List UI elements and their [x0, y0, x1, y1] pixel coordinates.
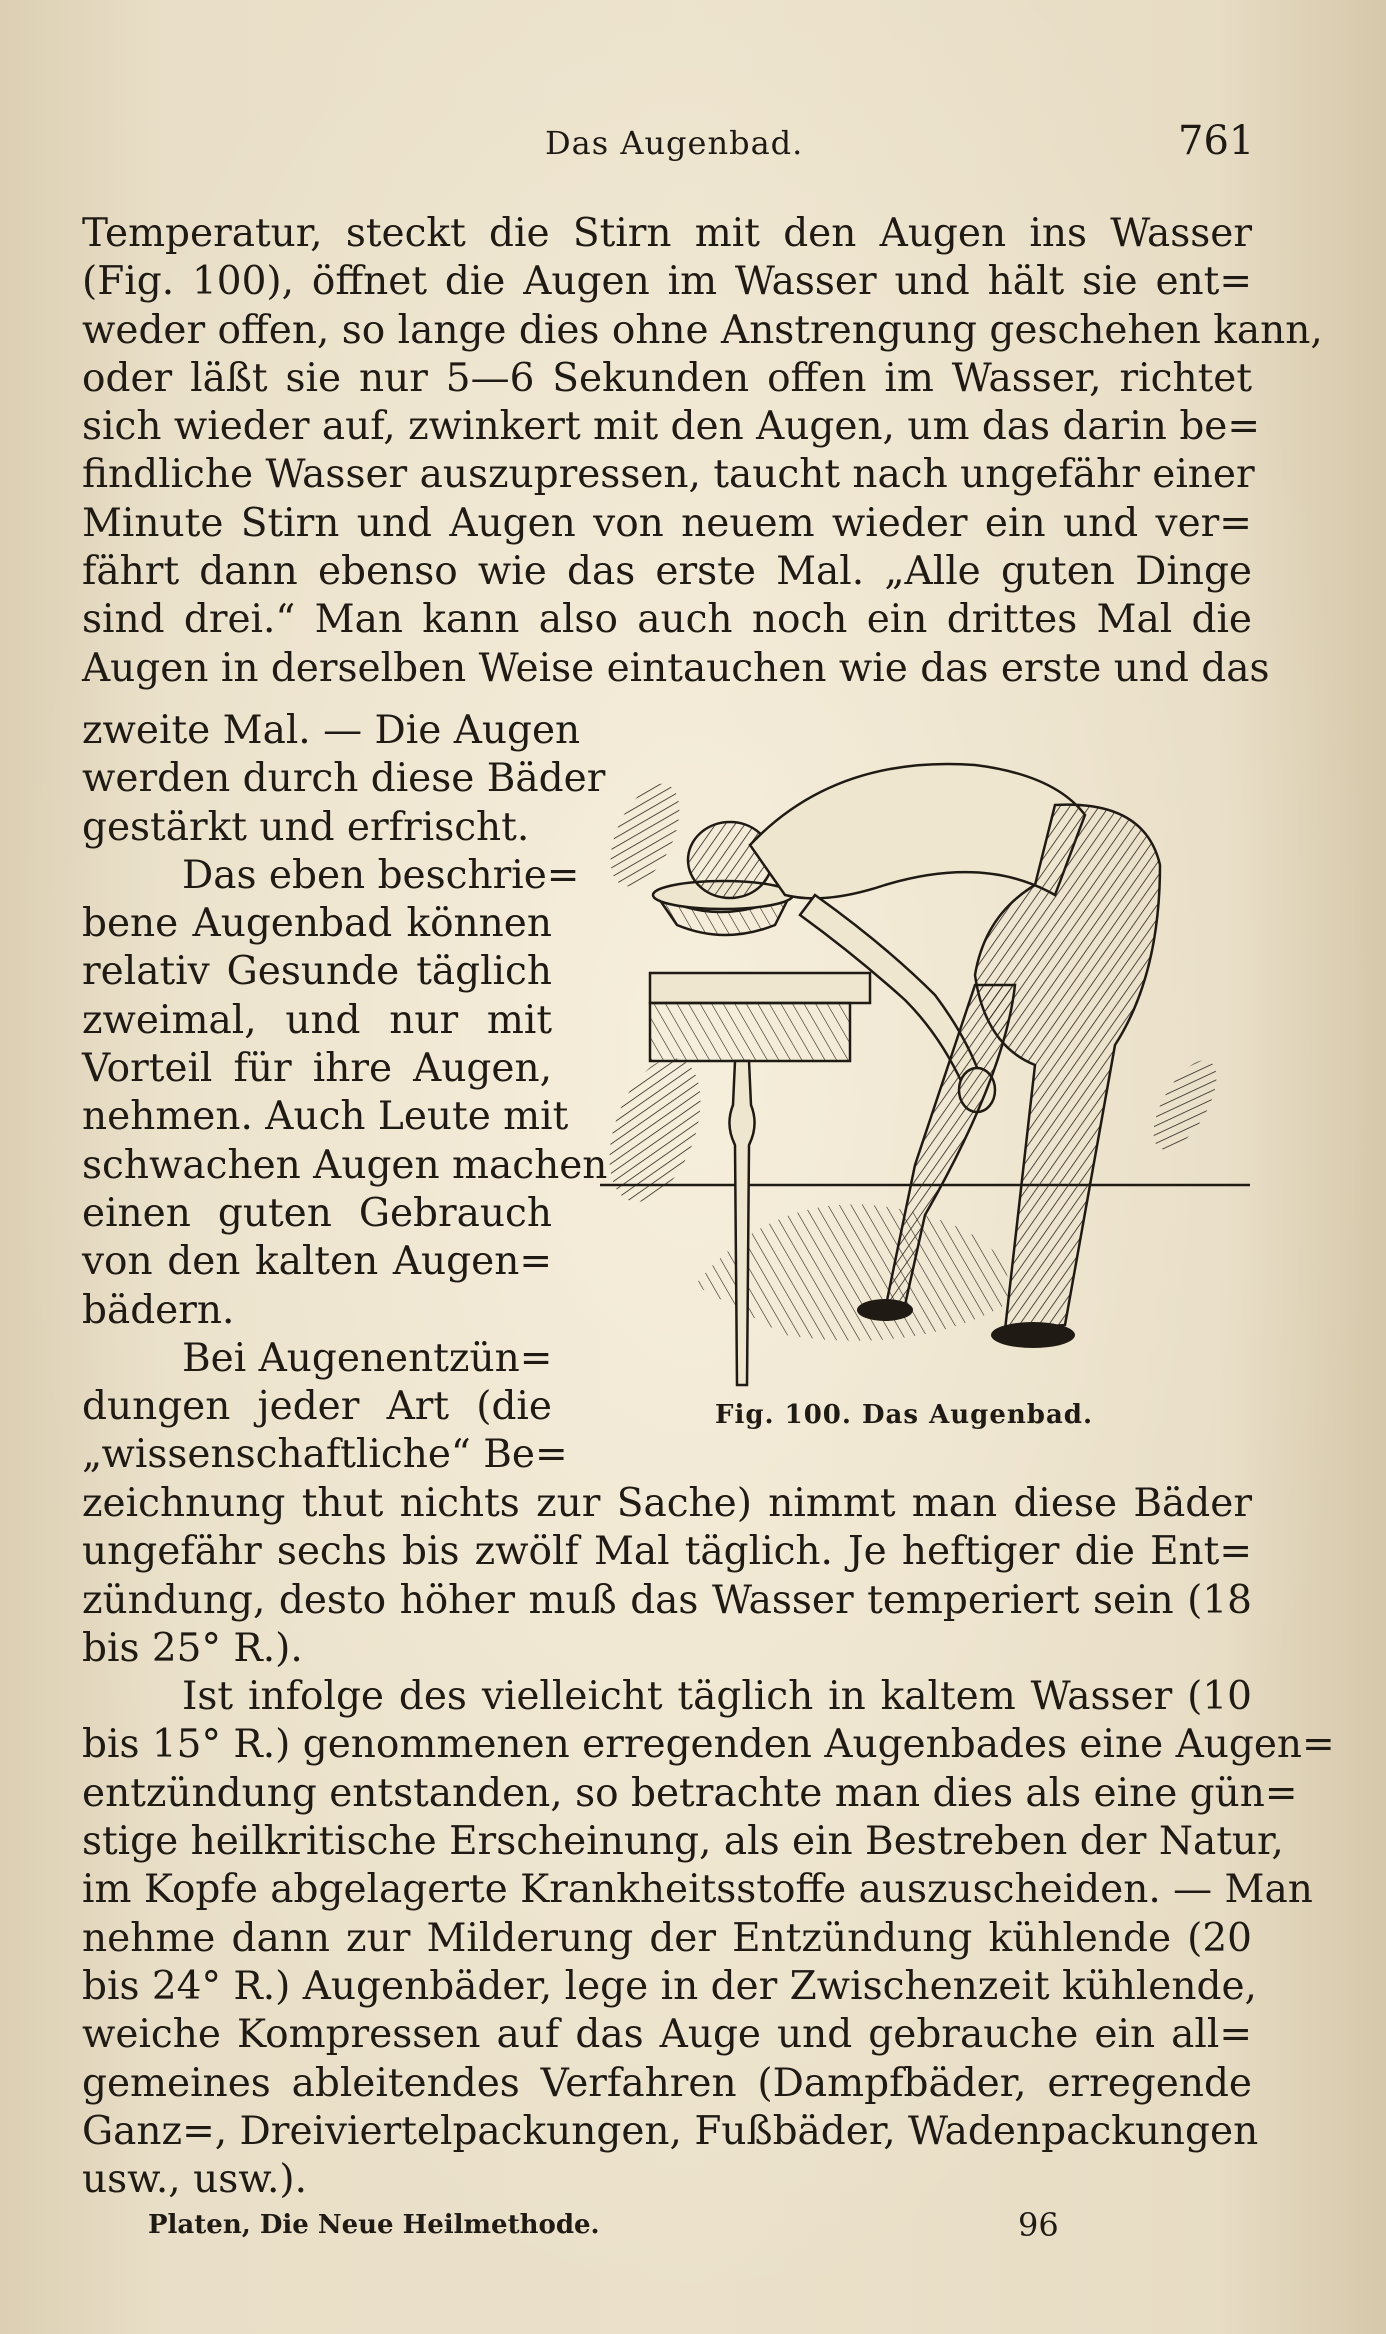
- person-torso: [750, 764, 1085, 898]
- text-line: Das eben beschrie=: [182, 852, 580, 898]
- text-line: bis 25° R.).: [82, 1625, 303, 1671]
- text-line: Minute Stirn und Augen von neuem wieder ein und ver=: [82, 500, 1252, 546]
- text-line: entzündung entstanden, so betrachte man dies als eine gün=: [82, 1770, 1298, 1816]
- printer-signature: Platen, Die Neue Heilmethode.: [148, 2210, 600, 2240]
- text-line: im Kopfe abgelagerte Krankheitsstoffe auszuscheiden. — Man: [82, 1867, 1313, 1913]
- background-hatching: [592, 1046, 718, 1214]
- text-line: nehme dann zur Milderung der Entzündung kühlende (20: [82, 1915, 1252, 1961]
- text-line: dungen jeder Art (die: [82, 1384, 552, 1430]
- text-line: zeichnung thut nichts zur Sache) nimmt man diese Bäder: [82, 1481, 1252, 1526]
- text-block-narrow: [82, 707, 608, 1480]
- text-line: zweite Mal. — Die Augen: [82, 708, 581, 753]
- text-line: Augen in derselben Weise eintauchen wie das erste und das: [82, 645, 1270, 691]
- text-line: zweimal, und nur mit: [82, 997, 552, 1043]
- eye-bath-drawing: [585, 745, 1255, 1395]
- text-line: bis 24° R.) Augenbäder, lege in der Zwischenzeit kühlende,: [82, 1963, 1257, 2009]
- table-top: [650, 973, 870, 1003]
- text-line: Bei Augenentzün=: [182, 1335, 553, 1381]
- running-title: Das Augenbad.: [545, 124, 804, 162]
- text-line: findliche Wasser auszupressen, taucht nach ungefähr einer: [82, 452, 1255, 498]
- text-line: sind drei.“ Man kann also auch noch ein drittes Mal die: [82, 597, 1252, 643]
- text-line: Temperatur, steckt die Stirn mit den Augen ins Wasser: [82, 211, 1252, 256]
- text-line: Vorteil für ihre Augen,: [82, 1046, 552, 1092]
- running-header: [0, 118, 1386, 172]
- text-line: usw., usw.).: [82, 2157, 307, 2203]
- text-line: Ist infolge des vielleicht täglich in kaltem Wasser (10: [182, 1674, 1252, 1720]
- text-line: einen guten Gebrauch: [82, 1190, 552, 1236]
- text-block-bottom: [82, 1480, 1335, 2204]
- person-shoe: [857, 1299, 913, 1321]
- text-line: „wissenschaftliche“ Be=: [82, 1432, 568, 1478]
- text-line: fährt dann ebenso wie das erste Mal. „Alle guten Dinge: [82, 549, 1252, 595]
- text-line: weder offen, so lange dies ohne Anstrengung geschehen kann,: [82, 307, 1323, 353]
- person-shoe: [991, 1322, 1075, 1348]
- text-line: schwachen Augen machen: [82, 1142, 608, 1188]
- text-line: zündung, desto höher muß das Wasser temperiert sein (18: [82, 1577, 1252, 1623]
- person-trousers: [975, 805, 1160, 1330]
- text-line: stige heilkritische Erscheinung, als ein Bestreben der Natur,: [82, 1819, 1284, 1865]
- eye-bath-illustration: [585, 745, 1255, 1395]
- page-number: 761: [1178, 118, 1255, 164]
- text-line: bene Augenbad können: [82, 901, 552, 947]
- text-line: oder läßt sie nur 5—6 Sekunden offen im Wasser, richtet: [82, 355, 1252, 401]
- text-line: ungefähr sechs bis zwölf Mal täglich. Je heftiger die Ent=: [82, 1529, 1252, 1575]
- text-line: bädern.: [82, 1287, 235, 1333]
- text-line: Ganz=, Dreiviertelpackungen, Fußbäder, Wadenpackungen: [82, 2108, 1259, 2154]
- text-line: von den kalten Augen=: [82, 1239, 552, 1285]
- text-line: gemeines ableitendes Verfahren (Dampfbäder, erregende: [82, 2060, 1252, 2106]
- text-line: sich wieder auf, zwinkert mit den Augen, um das darin be=: [82, 404, 1261, 450]
- text-line: weiche Kompressen auf das Auge und gebrauche ein all=: [82, 2012, 1252, 2058]
- background-hatching: [596, 773, 693, 896]
- page-footer: [0, 2206, 1386, 2250]
- text-line: werden durch diese Bäder: [82, 756, 606, 802]
- text-line: gestärkt und erfrischt.: [82, 804, 530, 850]
- table-apron: [650, 1003, 850, 1061]
- text-block-top: [82, 210, 1323, 693]
- figure-caption: Fig. 100. Das Augenbad.: [715, 1400, 1094, 1430]
- text-line: relativ Gesunde täglich: [82, 949, 552, 995]
- table-leg: [729, 1061, 754, 1385]
- background-hatching: [1141, 1051, 1229, 1160]
- sheet-number: 96: [1018, 2206, 1059, 2244]
- text-line: nehmen. Auch Leute mit: [82, 1094, 569, 1140]
- text-line: (Fig. 100), öffnet die Augen im Wasser und hält sie ent=: [82, 259, 1252, 305]
- text-line: bis 15° R.) genommenen erregenden Augenbades eine Augen=: [82, 1722, 1335, 1768]
